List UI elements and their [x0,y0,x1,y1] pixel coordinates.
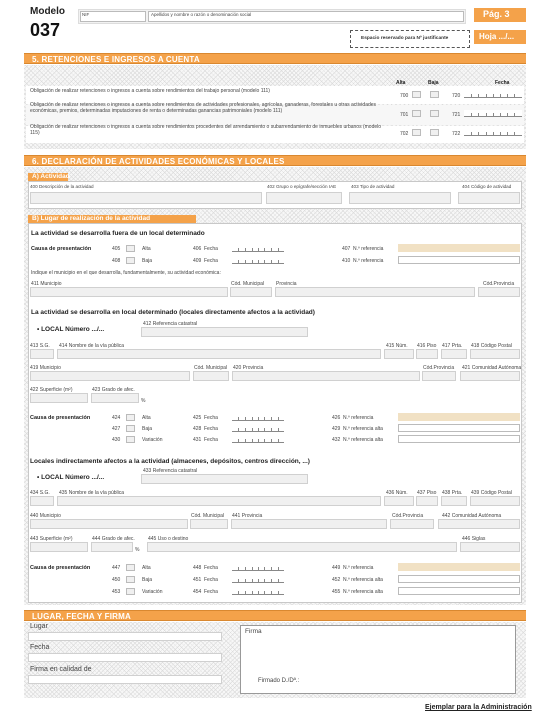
f434-field[interactable] [30,496,54,506]
f411-label: 411 Municipio [31,281,62,287]
firma-title: LUGAR, FECHA Y FIRMA [32,612,131,621]
f443-label: 443 Superficie (m²) [30,536,73,542]
c431-date-field[interactable] [232,436,284,443]
c407-label: 407 [342,246,351,252]
c428-date-field[interactable] [232,425,284,432]
f436-label: 436 Núm. [386,490,408,496]
c406-date-field[interactable] [232,245,284,252]
indique-text: Indique el municipio en el que desarrolla, fundamentalmente, su actividad económica: [31,270,221,276]
f418-field[interactable] [470,349,520,359]
cod-municipal-field-3[interactable] [190,519,228,529]
fuera-title: La actividad se desarrolla fuera de un local determinado [31,230,205,237]
local-numero-2: • LOCAL Número .../... [37,474,105,481]
f421-field[interactable] [460,371,520,381]
c454-date-field[interactable] [232,588,284,595]
f400-label: 400 Descripción de la actividad [30,184,94,189]
calidad-field[interactable] [28,675,222,684]
cod-provincia-field-1[interactable] [478,287,520,297]
s5-row-1-code2: 720 [452,93,461,99]
nref-alta-label-1: N.º referencia alta [343,426,383,432]
f403-field[interactable] [349,192,451,204]
nif-label: NIF [82,12,90,17]
alta-label-2: Alta [142,415,151,421]
calidad-label: Firma en calidad de [30,666,92,673]
f419-label: 419 Municipio [30,365,61,371]
f436-field[interactable] [384,496,414,506]
f439-field[interactable] [470,496,520,506]
f420-label: 420 Provincia [233,365,264,371]
s5-row-3-baja-checkbox[interactable] [430,129,439,136]
s5-row-3-alta-checkbox[interactable] [412,129,421,136]
f415-field[interactable] [384,349,414,359]
baja-label-2: Baja [142,426,153,432]
f415-label: 415 Núm. [386,343,408,349]
baja-label-3: Baja [142,577,153,583]
f404-field[interactable] [458,192,520,204]
provincia-label-1: Provincia [276,281,297,287]
c448-date-field[interactable] [232,564,284,571]
f434-label: 434 S.G. [30,490,50,496]
b-lugar-title: B) Lugar de realización de la actividad [32,215,151,222]
s5-row-2-code1: 701 [400,112,409,118]
f412-field[interactable] [141,327,308,337]
cod-provincia-label-2: Cód.Provincia [423,365,455,371]
nref-alta-label-4: N.º referencia alta [343,589,383,595]
f421-label: 421 Comunidad Autónoma [462,365,522,371]
f445-field[interactable] [147,542,457,552]
name-label: Apellidos y nombre o razón o denominación social [151,12,252,17]
c451-date-field[interactable] [232,576,284,583]
f400-field[interactable] [30,192,262,204]
provincia-field-1[interactable] [275,287,475,297]
firma-label: Firma [245,628,262,635]
f416-label: 416 Piso [417,343,437,349]
s5-row-3-code1: 702 [400,131,409,137]
c447-label: 447 [112,565,121,571]
f439-label: 439 Código Postal [471,490,512,496]
c429-field[interactable] [398,424,520,432]
cod-municipal-label-2: Cód. Municipal [194,365,228,371]
variacion-label-2: Variación [142,589,163,595]
c409-label: 409 [193,258,202,264]
f446-label: 446 Siglas [462,536,486,542]
f423-label: 423 Grado de afec. [92,387,135,393]
s5-row-2-baja-checkbox[interactable] [430,110,439,117]
cod-provincia-label-1: Cód.Provincia [483,281,515,287]
fecha-firma-label: Fecha [30,644,50,651]
c432-label: 432 [332,437,341,443]
alta-label-3: Alta [142,565,151,571]
c452-label: 452 [332,577,341,583]
percent-1: % [141,398,146,404]
f402-field[interactable] [266,192,342,204]
f414-field[interactable] [57,349,381,359]
f414-label: 414 Nombre de la vía pública [59,343,125,349]
s5-row-3-text: Obligación de realizar retenciones o ingresos a cuenta sobre rendimientos procedentes del arrendamiento o subarrendamiento de inmuebles urbanos (modelo 115) [30,124,382,136]
indirect-title: Locales indirectamente afectos a la actividad (almacenes, depósitos, centros dirección, ...) [30,458,310,465]
nref-label-3: N.º referencia [343,415,374,421]
section6-title: 6. DECLARACIÓN DE ACTIVIDADES ECONÓMICAS Y LOCALES [32,157,285,166]
f435-field[interactable] [57,496,381,506]
s5-row-2-code2: 721 [452,112,461,118]
f417-label: 417 Prta. [442,343,463,349]
fecha-label-4: Fecha [204,426,218,432]
c447-checkbox[interactable] [126,564,135,571]
c431-label: 431 [193,437,202,443]
nref-label-1: N.º referencia [353,246,384,252]
a-actividad-header [28,173,68,181]
c409-date-field[interactable] [232,257,284,264]
f433-field[interactable] [141,474,308,484]
section6-header [24,155,526,166]
f402-label: 402 Grupo o epígrafe/sección IAE [267,184,337,189]
f413-field[interactable] [30,349,54,359]
ejemplar-label: Ejemplar para la Administración [425,704,532,711]
hoja-label: Hoja .../... [479,32,515,41]
c426-field[interactable] [398,413,520,421]
f433-label: 433 Referencia catastral [143,468,198,474]
alta-label-1: Alta [142,246,151,252]
nref-alta-label-3: N.º referencia alta [343,577,383,583]
nif-field[interactable] [80,11,146,22]
s5-row-1-text: Obligación de realizar retenciones o ingresos a cuenta sobre rendimientos del trabajo personal (modelo 111) [30,88,270,94]
nref-label-2: N.º referencia [353,258,384,264]
fecha-label-2: Fecha [204,258,218,264]
s5-row-2-text: Obligación de realizar retenciones o ingresos a cuenta sobre rendimientos de actividades profesionales, agrícolas, ganaderas, forestales u otras actividades económicas, premios, determinadas imputaciones de renta o determinadas ganancias patrimoniales (modelo 111) [30,102,377,114]
f417-field[interactable] [441,349,467,359]
s5-row-2-alta-checkbox[interactable] [412,110,421,117]
percent-2: % [135,547,140,553]
f438-label: 438 Prta. [442,490,463,496]
col-alta: Alta [396,80,406,86]
c429-label: 429 [332,426,341,432]
f437-field[interactable] [416,496,438,506]
c427-checkbox[interactable] [126,425,135,432]
c430-checkbox[interactable] [126,436,135,443]
c455-label: 455 [332,589,341,595]
f445-label: 445 Uso o destino [148,536,189,542]
c430-label: 430 [112,437,121,443]
causa-label-3: Causa de presentación [30,565,91,571]
c427-label: 427 [112,426,121,432]
c408-checkbox[interactable] [126,257,135,264]
f420-field[interactable] [232,371,420,381]
section5-title: 5. RETENCIONES E INGRESOS A CUENTA [32,55,200,64]
f435-label: 435 Nombre de la vía pública [59,490,125,496]
reserved-label: Espacio reservado para Nº justificante [361,36,449,41]
s5-row-1-baja-checkbox[interactable] [430,91,439,98]
c424-checkbox[interactable] [126,414,135,421]
c410-label: 410 [342,258,351,264]
c448-label: 448 [193,565,202,571]
section5-header [24,53,526,64]
f441-label: 441 Provincia [232,513,263,519]
fecha-label-1: Fecha [204,246,218,252]
c407-field[interactable] [398,244,520,252]
f443-field[interactable] [30,542,88,552]
page-label: Pág. 3 [483,9,510,19]
f444-label: 444 Grado de afec. [92,536,135,542]
s5-row-3-code2: 722 [452,131,461,137]
f440-field[interactable] [30,519,188,529]
c450-label: 450 [112,577,121,583]
f404-label: 404 Código de actividad [462,184,512,189]
modelo-label: Modelo [30,6,65,17]
nref-label-4: N.º referencia [343,565,374,571]
f422-label: 422 Superficie (m²) [30,387,73,393]
f438-field[interactable] [441,496,467,506]
lugar-label: Lugar [30,623,48,630]
local-title: La actividad se desarrolla en local determinado (locales directamente afectos a la actividad) [31,309,315,316]
f416-field[interactable] [416,349,438,359]
a-actividad-title: A) Actividad [32,173,70,180]
f403-label: 403 Tipo de actividad [351,184,395,189]
c424-label: 424 [112,415,121,421]
c453-label: 453 [112,589,121,595]
f441-field[interactable] [231,519,387,529]
s5-row-1-date-field[interactable] [464,91,522,98]
firma-header [24,610,526,621]
f437-label: 437 Piso [417,490,437,496]
cod-municipal-label-1: Cód. Municipal [231,281,265,287]
baja-label-1: Baja [142,258,153,264]
s5-row-2-date-field[interactable] [464,110,522,117]
cod-municipal-field-2[interactable] [193,371,229,381]
c425-label: 425 [193,415,202,421]
fecha-label-7: Fecha [204,577,218,583]
c451-label: 451 [193,577,202,583]
fecha-label-6: Fecha [204,565,218,571]
s5-row-1-code1: 700 [400,93,409,99]
nref-alta-label-2: N.º referencia alta [343,437,383,443]
f412-label: 412 Referencia catastral [143,321,198,327]
cod-provincia-field-2[interactable] [422,371,456,381]
b-lugar-header [28,215,196,223]
cod-municipal-field-1[interactable] [230,287,272,297]
s5-row-1-alta-checkbox[interactable] [412,91,421,98]
f419-field[interactable] [30,371,190,381]
col-fecha: Fecha [495,80,510,86]
f418-label: 418 Código Postal [471,343,512,349]
f446-field[interactable] [460,542,520,552]
f422-field[interactable] [30,393,88,403]
causa-label-1: Causa de presentación [31,246,92,252]
c455-field[interactable] [398,587,520,595]
fecha-label-5: Fecha [204,437,218,443]
fecha-label-8: Fecha [204,589,218,595]
f423-field[interactable] [91,393,139,403]
c426-label: 426 [332,415,341,421]
c449-label: 449 [332,565,341,571]
c406-label: 406 [193,246,202,252]
cod-provincia-field-3[interactable] [390,519,434,529]
f444-field[interactable] [91,542,133,552]
c432-field[interactable] [398,435,520,443]
f411-field[interactable] [30,287,228,297]
cod-municipal-label-3: Cód. Municipal [191,513,225,519]
lugar-field[interactable] [28,632,222,641]
c425-date-field[interactable] [232,414,284,421]
c428-label: 428 [193,426,202,432]
c405-checkbox[interactable] [126,245,135,252]
f442-label: 442 Comunidad Autónoma [442,513,502,519]
f440-label: 440 Municipio [30,513,61,519]
c454-label: 454 [193,589,202,595]
local-numero-1: • LOCAL Número .../... [37,326,105,333]
firmado-label: Firmado D./Dª.: [258,678,300,684]
variacion-label-1: Variación [142,437,163,443]
c453-checkbox[interactable] [126,588,135,595]
fecha-firma-field[interactable] [28,653,222,662]
cod-provincia-label-3: Cód.Provincia [392,513,424,519]
c405-label: 405 [112,246,121,252]
causa-label-2: Causa de presentación [30,415,91,421]
c408-label: 408 [112,258,121,264]
f442-field[interactable] [438,519,520,529]
c449-field[interactable] [398,563,520,571]
c410-field[interactable] [398,256,520,264]
s5-row-3-date-field[interactable] [464,129,522,136]
fecha-label-3: Fecha [204,415,218,421]
f413-label: 413 S.G. [30,343,50,349]
c452-field[interactable] [398,575,520,583]
modelo-number: 037 [30,20,61,40]
col-baja: Baja [428,80,439,86]
c450-checkbox[interactable] [126,576,135,583]
